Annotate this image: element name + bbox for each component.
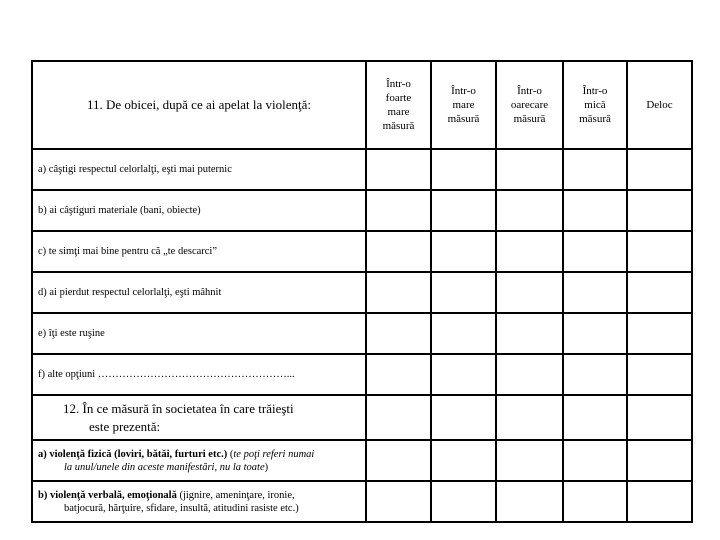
- column-header-line: foarte: [385, 92, 412, 104]
- option-label-bold: a) violenţă fizică (loviri, bătăi, furturi etc.): [38, 448, 228, 460]
- answer-cell[interactable]: [627, 440, 692, 481]
- question-12-title-line: 12. În ce măsură în societatea în care trăieşti: [63, 400, 294, 416]
- option-label: a) câştigi respectul celorlalţi, eşti mai puternic: [32, 149, 366, 190]
- answer-cell[interactable]: [431, 231, 496, 272]
- column-header-line: măsură: [447, 113, 480, 125]
- column-header-not-at-all: [627, 61, 692, 149]
- column-header-line: Într-o: [386, 78, 411, 90]
- answer-cell[interactable]: [431, 149, 496, 190]
- column-header-line: mare: [452, 99, 475, 111]
- option-label-paren: ): [264, 461, 269, 473]
- table-row: [32, 231, 692, 272]
- answer-cell[interactable]: [627, 481, 692, 522]
- table-row: [32, 440, 692, 481]
- answer-cell[interactable]: [563, 313, 627, 354]
- answer-cell[interactable]: [563, 190, 627, 231]
- table-row: [32, 481, 692, 522]
- option-label: c) te simţi mai bine pentru că „te descarci”: [32, 231, 366, 272]
- question-12-header-row: [32, 395, 692, 440]
- column-header-small-extent: [563, 61, 627, 149]
- column-header-line: măsură: [382, 120, 415, 132]
- header-row: [32, 61, 692, 149]
- column-header-line: mică: [584, 99, 606, 111]
- answer-cell[interactable]: [366, 231, 431, 272]
- answer-cell[interactable]: [627, 231, 692, 272]
- answer-cell[interactable]: [366, 313, 431, 354]
- column-header-line: Într-o: [582, 85, 608, 97]
- column-header-line: mare: [387, 106, 410, 118]
- question-12-title-line: este prezentă:: [89, 418, 161, 434]
- option-label: [32, 481, 366, 522]
- option-label-continuation: [38, 461, 268, 474]
- answer-cell[interactable]: [431, 395, 496, 440]
- column-header-line: Deloc: [646, 99, 673, 111]
- answer-cell[interactable]: [496, 231, 563, 272]
- option-label-normal: (jignire, ameninţare, ironie,: [176, 489, 295, 501]
- option-label-continuation: batjocură, hărţuire, sfidare, insultă, atitudini rasiste etc.): [64, 502, 299, 514]
- answer-cell[interactable]: [496, 354, 563, 395]
- answer-cell[interactable]: [366, 272, 431, 313]
- question-12-title: [32, 395, 366, 440]
- answer-cell[interactable]: [496, 440, 563, 481]
- answer-cell[interactable]: [496, 149, 563, 190]
- table-row: [32, 149, 692, 190]
- column-header-large-extent: [431, 61, 496, 149]
- answer-cell[interactable]: [563, 395, 627, 440]
- option-label-italic: te poţi referi numai: [233, 448, 315, 460]
- answer-cell[interactable]: [627, 272, 692, 313]
- answer-cell[interactable]: [496, 395, 563, 440]
- question-11-title: 11. De obicei, după ce ai apelat la violenţă:: [32, 61, 366, 149]
- answer-cell[interactable]: [563, 149, 627, 190]
- answer-cell[interactable]: [366, 354, 431, 395]
- column-header-line: măsură: [513, 113, 546, 125]
- column-header-line: Într-o: [517, 85, 542, 97]
- option-label: d) ai pierdut respectul celorlalţi, eşti mâhnit: [32, 272, 366, 313]
- answer-cell[interactable]: [563, 440, 627, 481]
- table-row: [32, 354, 692, 395]
- answer-cell[interactable]: [366, 481, 431, 522]
- answer-cell[interactable]: [431, 354, 496, 395]
- answer-cell[interactable]: [627, 354, 692, 395]
- answer-cell[interactable]: [627, 190, 692, 231]
- option-label: f) alte opţiuni ………………………………………………...: [32, 354, 366, 395]
- table-row: [32, 272, 692, 313]
- column-header-line: Într-o: [451, 85, 476, 97]
- answer-cell[interactable]: [366, 190, 431, 231]
- option-label: b) ai câştiguri materiale (bani, obiecte): [32, 190, 366, 231]
- table-row: [32, 190, 692, 231]
- answer-cell[interactable]: [496, 272, 563, 313]
- option-label-bold: b) violenţă verbală, emoţională: [38, 489, 177, 501]
- answer-cell[interactable]: [496, 190, 563, 231]
- answer-cell[interactable]: [627, 395, 692, 440]
- answer-cell[interactable]: [627, 313, 692, 354]
- column-header-some-extent: [496, 61, 563, 149]
- survey-table: [31, 60, 693, 523]
- option-label-paren: (: [227, 448, 234, 460]
- option-label: [32, 440, 366, 481]
- answer-cell[interactable]: [431, 313, 496, 354]
- answer-cell[interactable]: [563, 231, 627, 272]
- answer-cell[interactable]: [431, 440, 496, 481]
- answer-cell[interactable]: [496, 481, 563, 522]
- answer-cell[interactable]: [366, 395, 431, 440]
- answer-cell[interactable]: [431, 190, 496, 231]
- column-header-line: măsură: [579, 113, 611, 125]
- answer-cell[interactable]: [496, 313, 563, 354]
- answer-cell[interactable]: [431, 272, 496, 313]
- column-header-very-large-extent: [366, 61, 431, 149]
- column-header-line: oarecare: [510, 99, 549, 111]
- answer-cell[interactable]: [366, 440, 431, 481]
- option-label: e) îţi este ruşine: [32, 313, 366, 354]
- answer-cell[interactable]: [563, 481, 627, 522]
- answer-cell[interactable]: [366, 149, 431, 190]
- answer-cell[interactable]: [431, 481, 496, 522]
- answer-cell[interactable]: [563, 354, 627, 395]
- answer-cell[interactable]: [627, 149, 692, 190]
- answer-cell[interactable]: [563, 272, 627, 313]
- option-label-italic: la unul/unele din aceste manifestări, nu la toate: [64, 461, 265, 473]
- table-row: [32, 313, 692, 354]
